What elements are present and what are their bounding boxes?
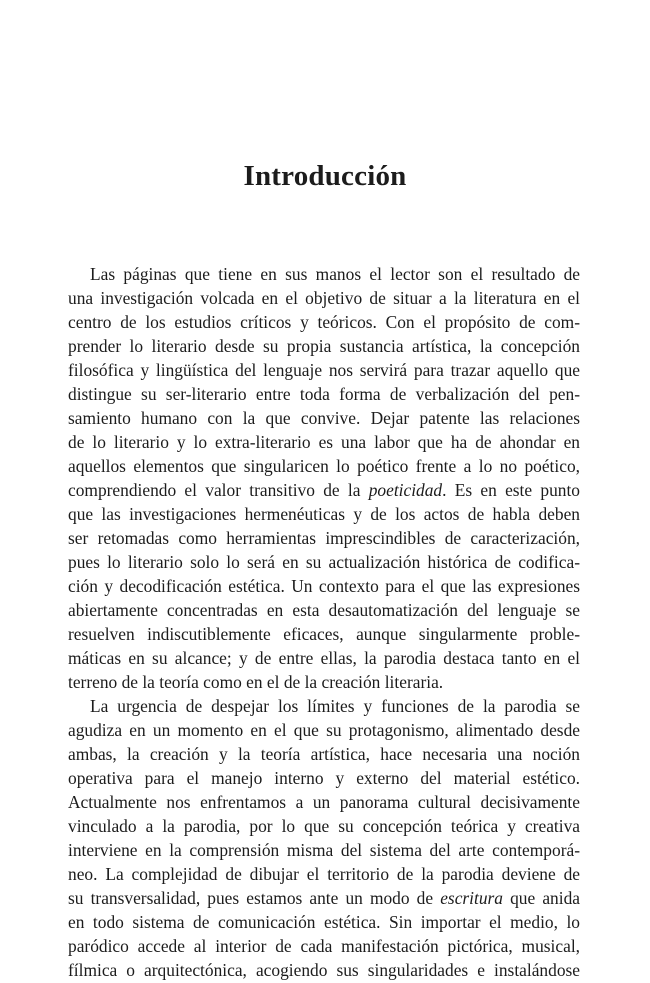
text-line: máticas en su alcance; y de entre ellas, la parodia destaca tanto en el	[68, 648, 580, 668]
text-line: filosófica y lingüística del lenguaje nos servirá para trazar aquello que	[68, 360, 580, 380]
italic-term: poeticidad	[368, 480, 443, 500]
text-line	[68, 886, 580, 910]
text-line: distingue su ser-literario entre toda forma de verbalización del pen-	[68, 384, 580, 404]
text-line: samiento humano con la que convive. Dejar patente las relaciones	[68, 408, 580, 428]
text-line: centro de los estudios críticos y teóricos. Con el propósito de com-	[68, 312, 580, 332]
text-segment: que anida	[510, 888, 580, 908]
text-line	[68, 478, 580, 502]
text-line: prender lo literario desde su propia sustancia artística, la concepción	[68, 336, 580, 356]
text-line: de lo literario y lo extra-literario es una labor que ha de ahondar en	[68, 432, 580, 452]
text-line: que las investigaciones hermenéuticas y de los actos de habla deben	[68, 504, 580, 524]
italic-term: escritura	[440, 888, 503, 908]
text-segment: . Es en este punto	[442, 480, 580, 500]
text-line: Las páginas que tiene en sus manos el lector son el resultado de	[90, 264, 580, 284]
text-line: Actualmente nos enfrentamos a un panorama cultural decisivamente	[68, 792, 580, 812]
text-line: neo. La complejidad de dibujar el territorio de la parodia deviene de	[68, 864, 580, 884]
text-line: una investigación volcada en el objetivo de situar a la literatura en el	[68, 288, 580, 308]
text-line: operativa para el manejo interno y externo del material estético.	[68, 768, 580, 788]
page-title: Introducción	[243, 160, 407, 192]
text-line: pues lo literario solo lo será en su actualización histórica de codifica-	[68, 552, 580, 572]
body-text	[68, 262, 580, 982]
text-segment: su transversalidad, pues estamos ante un modo de	[68, 888, 434, 908]
text-line: agudiza en un momento en el que su protagonismo, alimentado desde	[68, 720, 580, 740]
text-segment: comprendiendo el valor transitivo de la	[68, 480, 361, 500]
text-line: fílmica o arquitectónica, acogiendo sus singularidades e instalándose	[68, 960, 580, 980]
text-line: interviene en la comprensión misma del sistema del arte contemporá-	[68, 840, 580, 860]
text-line: paródico accede al interior de cada manifestación pictórica, musical,	[68, 936, 580, 956]
text-line: ción y decodificación estética. Un contexto para el que las expresiones	[68, 576, 580, 596]
text-line: aquellos elementos que singularicen lo poético frente a lo no poético,	[68, 456, 580, 476]
text-line: ser retomadas como herramientas imprescindibles de caracterización,	[68, 528, 580, 548]
text-line: en todo sistema de comunicación estética. Sin importar el medio, lo	[68, 912, 580, 932]
text-line: terreno de la teoría como en el de la creación literaria.	[68, 672, 444, 692]
text-line: abiertamente concentradas en esta desautomatización del lenguaje se	[68, 600, 580, 620]
text-line: La urgencia de despejar los límites y funciones de la parodia se	[90, 696, 580, 716]
text-line: ambas, la creación y la teoría artística, hace necesaria una noción	[68, 744, 580, 764]
text-line: vinculado a la parodia, por lo que su concepción teórica y creativa	[68, 816, 580, 836]
text-line: resuelven indiscutiblemente eficaces, aunque singularmente proble-	[68, 624, 580, 644]
